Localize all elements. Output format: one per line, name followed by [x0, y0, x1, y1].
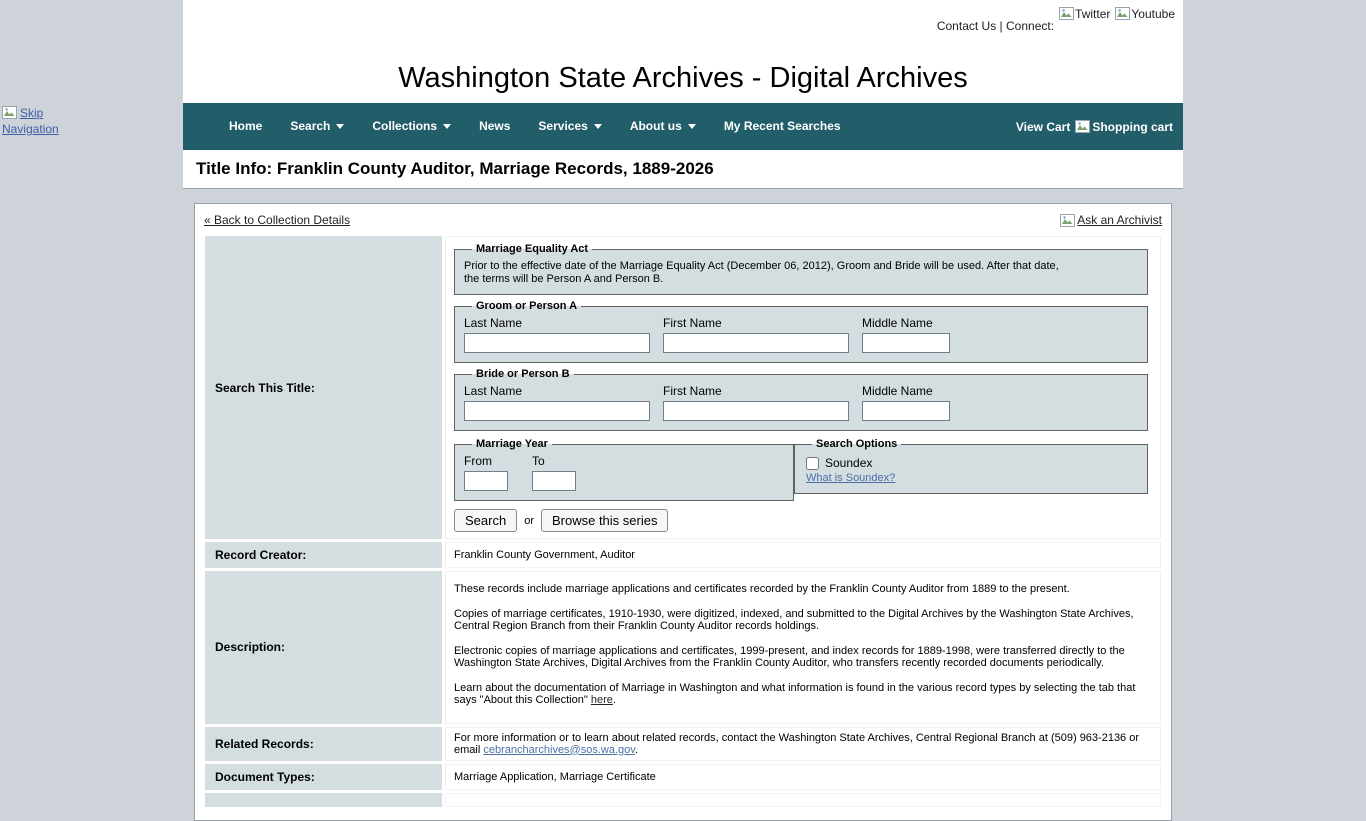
- soundex-option: [804, 452, 1138, 472]
- nav-item-collections[interactable]: Collections: [358, 103, 465, 150]
- row-label-search-this-title: Search This Title:: [205, 236, 442, 539]
- related-records-value: For more information or to learn about related records, contact the Washington State Archives, Central Regional Branch at (509) 963-2136 or email cebrancharchives@sos.wa.gov.: [445, 727, 1161, 761]
- broken-image-icon: [1059, 7, 1074, 20]
- youtube-alt-text: Youtube: [1131, 7, 1175, 21]
- table-row-related-records: [205, 727, 1161, 761]
- groom-middle-name-label: Middle Name: [862, 316, 933, 330]
- fieldset-legend: Bride or Person B: [476, 368, 570, 380]
- broken-image-icon: [2, 106, 17, 119]
- fieldset-search-options: [794, 438, 1148, 494]
- row-label-related-records: Related Records:: [205, 727, 442, 761]
- fieldset-bride-or-person-b: [454, 368, 1148, 431]
- main-navigation: [183, 103, 1183, 150]
- page-title-bar: [183, 150, 1183, 189]
- skip-navigation-link[interactable]: [2, 105, 66, 137]
- nav-item-news[interactable]: News: [479, 119, 511, 133]
- table-row-record-creator: [205, 542, 1161, 568]
- content-box-header: [202, 210, 1164, 233]
- twitter-link[interactable]: [1059, 7, 1110, 21]
- year-options-row: [454, 436, 1152, 506]
- content-box: [194, 203, 1172, 821]
- nav-item-my-recent-searches[interactable]: My Recent Searches: [723, 119, 841, 133]
- view-cart-link[interactable]: View Cart Shopping cart: [1015, 119, 1173, 134]
- description-paragraph: Learn about the documentation of Marriage in Washington and what information is found in the various record types by selecting the tab that says "About this Collection" here.: [454, 681, 1136, 706]
- nav-item-home[interactable]: Home: [229, 119, 263, 133]
- description-value: [445, 571, 1161, 724]
- chevron-down-icon: [443, 124, 451, 129]
- search-button[interactable]: Search: [454, 509, 517, 532]
- fieldset-marriage-equality-act: [454, 243, 1148, 295]
- document-types-value: Marriage Application, Marriage Certificate: [445, 764, 1161, 790]
- year-to-label: To: [532, 454, 545, 468]
- youtube-link[interactable]: [1115, 7, 1175, 21]
- groom-middle-name-input[interactable]: [862, 333, 950, 353]
- bride-middle-name-input[interactable]: [862, 401, 950, 421]
- ask-archivist-label: Ask an Archivist: [1077, 213, 1162, 227]
- soundex-checkbox[interactable]: [806, 457, 819, 470]
- search-form-cell: [445, 236, 1161, 539]
- header-utility-bar: [937, 7, 1175, 33]
- equality-act-text: Prior to the effective date of the Marriage Equality Act (December 06, 2012), Groom and Bride will be used. After that date, the terms will be Person A and Person B.: [464, 260, 1059, 285]
- nav-item-search[interactable]: Search: [276, 103, 358, 150]
- bride-middle-name-label: Middle Name: [862, 384, 933, 398]
- nav-item-about-us[interactable]: About us: [616, 103, 710, 150]
- bride-fields: [464, 382, 1138, 421]
- cutoff-value: [445, 793, 1161, 807]
- chevron-down-icon: [688, 124, 696, 129]
- fieldset-legend: Groom or Person A: [476, 300, 578, 312]
- fieldset-marriage-year: [454, 438, 794, 501]
- nav-item-services[interactable]: Services: [524, 103, 615, 150]
- content-wrapper: [183, 189, 1183, 821]
- groom-first-name-input[interactable]: [663, 333, 849, 353]
- about-this-collection-here-link[interactable]: here: [590, 694, 613, 706]
- soundex-label: Soundex: [825, 456, 873, 470]
- ask-an-archivist-link[interactable]: [1060, 213, 1162, 227]
- broken-image-icon: [1115, 7, 1130, 20]
- branch-email-link[interactable]: cebrancharchives@sos.wa.gov: [483, 743, 635, 756]
- year-from-label: From: [464, 454, 492, 468]
- description-paragraph: Copies of marriage certificates, 1910-1930, were digitized, indexed, and submitted to the Digital Archives by the Washington State Archives, Central Region Branch from their Franklin County Auditor records holdings.: [454, 607, 1134, 632]
- bride-last-name-input[interactable]: [464, 401, 650, 421]
- year-from-input[interactable]: [464, 471, 508, 491]
- description-paragraph: These records include marriage applications and certificates recorded by the Franklin County Auditor from 1889 to the present.: [454, 583, 1070, 595]
- bride-last-name-label: Last Name: [464, 384, 523, 398]
- description-paragraph: Electronic copies of marriage applications and certificates, 1999-present, and index records for 1889-1998, were transferred directly to the Washington State Archives, Digital Archives from the Franklin County Auditor, who transfers recently recorded documents periodically.: [454, 644, 1125, 669]
- year-to-input[interactable]: [532, 471, 576, 491]
- bride-first-name-input[interactable]: [663, 401, 849, 421]
- table-row-search: [205, 236, 1161, 539]
- separator: |: [999, 19, 1003, 33]
- chevron-down-icon: [336, 124, 344, 129]
- row-label-record-creator: Record Creator:: [205, 542, 442, 568]
- form-buttons: [454, 506, 1152, 534]
- table-row-description: [205, 571, 1161, 724]
- fieldset-groom-or-person-a: [454, 300, 1148, 363]
- cart-alt-text: Shopping cart: [1092, 119, 1173, 134]
- groom-fields: [464, 314, 1138, 353]
- groom-last-name-label: Last Name: [464, 316, 523, 330]
- connect-label: Connect:: [1006, 19, 1055, 33]
- row-label-document-types: Document Types:: [205, 764, 442, 790]
- table-row-cutoff: [205, 793, 1161, 807]
- record-creator-value: Franklin County Government, Auditor: [445, 542, 1161, 568]
- twitter-alt-text: Twitter: [1075, 7, 1111, 21]
- table-row-document-types: [205, 764, 1161, 790]
- groom-last-name-input[interactable]: [464, 333, 650, 353]
- broken-image-icon: [1060, 214, 1075, 227]
- row-label-description: Description:: [205, 571, 442, 724]
- broken-image-icon: [1075, 120, 1090, 133]
- browse-this-series-button[interactable]: Browse this series: [541, 509, 668, 532]
- what-is-soundex-link[interactable]: What is Soundex?: [806, 472, 896, 484]
- groom-first-name-label: First Name: [663, 316, 722, 330]
- bride-first-name-label: First Name: [663, 384, 722, 398]
- site-title: Washington State Archives - Digital Archives: [398, 62, 968, 94]
- year-fields: [464, 452, 784, 491]
- title-info-table: [202, 233, 1164, 810]
- page-title: Title Info: Franklin County Auditor, Marriage Records, 1889-2026: [196, 159, 714, 178]
- fieldset-legend: Marriage Year: [476, 438, 548, 450]
- or-text: or: [524, 514, 534, 527]
- row-label-cutoff: [205, 793, 442, 807]
- fieldset-legend: Search Options: [816, 438, 898, 450]
- chevron-down-icon: [594, 124, 602, 129]
- contact-us-link[interactable]: Contact Us: [936, 19, 997, 33]
- page-column: [183, 0, 1183, 821]
- site-header: [183, 0, 1183, 103]
- skip-navigation-label: Skip Navigation: [2, 106, 59, 136]
- fieldset-legend: Marriage Equality Act: [476, 243, 589, 255]
- back-to-collection-link[interactable]: « Back to Collection Details: [204, 213, 351, 227]
